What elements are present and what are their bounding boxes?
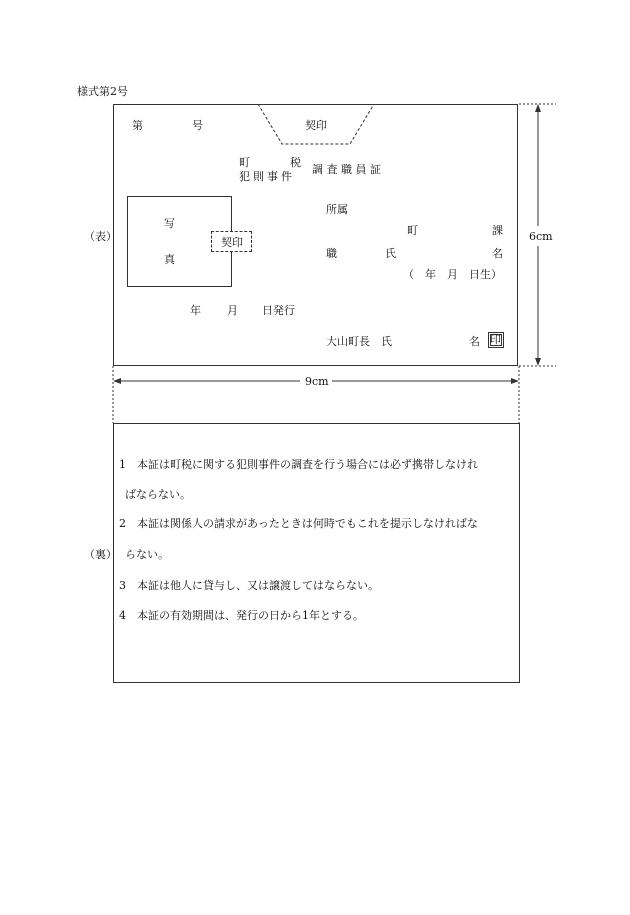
- height-dimension-label: 6cm: [529, 230, 553, 243]
- back-item-2-line-1: 2 本証は関係人の請求があったときは何時でもこれを提示しなければな: [119, 517, 478, 530]
- card-number-go: 号: [192, 119, 203, 132]
- mei-label: 名: [492, 247, 503, 260]
- title-machi: 町: [239, 156, 250, 169]
- back-item-1-line-2: ばならない。: [125, 488, 191, 501]
- keiin-top-text: 契印: [305, 119, 327, 132]
- birth-date: （ 年 月 日生）: [403, 268, 502, 281]
- seal-text: 印: [490, 333, 501, 346]
- back-item-4: 4 本証の有効期間は、発行の日から1年とする。: [119, 609, 364, 622]
- title-hansoku-jiken: 犯則事件: [239, 170, 295, 183]
- issue-month: 月: [227, 304, 238, 317]
- back-side-label: （裏）: [84, 548, 117, 561]
- title-zei: 税: [290, 156, 301, 169]
- issue-day-hakko: 日発行: [262, 304, 295, 317]
- width-arrow-left: [113, 378, 121, 384]
- form-number-label: 様式第2号: [77, 85, 128, 98]
- shozoku-label: 所属: [326, 203, 348, 216]
- mayor-name: 大山町長 氏: [326, 335, 392, 348]
- photo-keiin-text: 契印: [221, 236, 243, 249]
- mayor-mei: 名: [469, 335, 480, 348]
- back-item-2-line-2: らない。: [125, 548, 169, 561]
- height-arrow-bottom: [535, 358, 541, 366]
- width-arrow-right: [511, 378, 519, 384]
- width-dimension-label: 9cm: [305, 375, 329, 388]
- shi-label: 氏: [385, 247, 396, 260]
- machi-label: 町: [407, 224, 418, 237]
- back-item-1-line-1: 1 本証は町税に関する犯則事件の調査を行う場合には必ず携帯しなけれ: [119, 458, 478, 471]
- card-title: 調査職員証: [312, 163, 385, 176]
- issue-year: 年: [190, 304, 201, 317]
- height-arrow-top: [535, 104, 541, 112]
- ka-label: 課: [492, 224, 503, 237]
- photo-label-sha: 写: [164, 217, 175, 230]
- front-side-label: （表）: [84, 230, 117, 243]
- card-number-dai: 第: [132, 119, 143, 132]
- back-item-3: 3 本証は他人に貸与し、又は譲渡してはならない。: [119, 579, 379, 592]
- photo-label-shin: 真: [164, 253, 175, 266]
- shoku-label: 職: [326, 247, 337, 260]
